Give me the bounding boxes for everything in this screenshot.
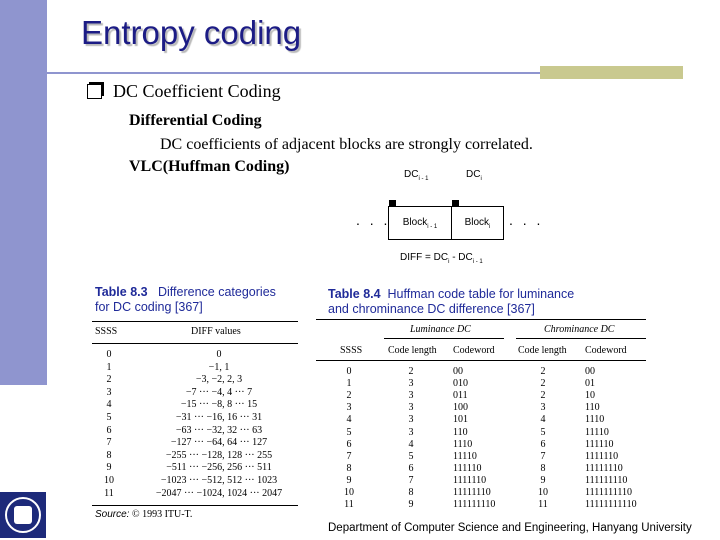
table1-cell-diff: −1, 1 (208, 361, 230, 373)
table2-cell-lum-length: 7 (408, 474, 414, 486)
table1-caption-text2: for DC coding [367] (95, 300, 203, 314)
table2-cell-ssss: 3 (346, 402, 352, 414)
title-rule-accent (540, 66, 683, 79)
table2-cell-lum-codeword: 1110 (453, 438, 473, 450)
table1-cell-diff: −255 ··· −128, 128 ··· 255 (165, 449, 273, 461)
table2-cell-chr-codeword: 01 (585, 378, 595, 390)
university-logo (0, 492, 46, 538)
table2-cell-lum-codeword: 11110 (453, 450, 477, 462)
table2-cell-chr-length: 9 (540, 474, 546, 486)
table2-cell-chr-length: 3 (540, 402, 546, 414)
title-rule (30, 72, 542, 74)
table1-cell-ssss: 2 (106, 374, 112, 386)
table2-cell-lum-codeword: 101 (453, 414, 468, 426)
table2-top-rule (316, 319, 646, 320)
table1-cell-ssss: 9 (106, 462, 112, 474)
table2-cell-ssss: 8 (346, 462, 352, 474)
table2-cell-chr-codeword: 00 (585, 366, 595, 377)
table2-group-rule-lum (384, 338, 504, 339)
slide-title: Entropy coding (81, 14, 302, 51)
bullet-differential-coding: Differential Coding (129, 112, 262, 129)
table2-header-lum-length: Code length (388, 345, 437, 356)
table2-cell-chr-length: 4 (540, 414, 546, 426)
table1-caption-label: Table 8.3 (95, 285, 148, 299)
table2-caption-text1: Huffman code table for luminance (387, 287, 575, 301)
table2-cell-ssss: 4 (346, 414, 352, 426)
table1-cell-ssss: 1 (106, 361, 112, 373)
table2-cell-lum-length: 6 (408, 462, 414, 474)
table1-cell-ssss: 8 (106, 449, 112, 461)
table2-group-rule-chr (516, 338, 646, 339)
table1-cell-diff: −1023 ··· −512, 512 ··· 1023 (160, 475, 278, 486)
table2-header-chr-length: Code length (518, 345, 567, 356)
table1-cell-diff: −2047 ··· −1024, 1024 ··· 2047 (155, 487, 283, 499)
table2-cell-lum-length: 3 (408, 414, 414, 426)
table2-cell-ssss: 10 (344, 487, 354, 498)
table2-header-lum-codeword: Codeword (453, 345, 495, 356)
table2-cell-lum-length: 3 (408, 426, 414, 438)
table2-cell-lum-codeword: 110 (453, 426, 468, 438)
table2-cell-lum-codeword: 1111110 (453, 474, 487, 486)
table2-cell-lum-codeword: 011 (453, 390, 468, 402)
table2-cell-lum-length: 3 (408, 402, 414, 414)
table2-cell-chr-codeword: 110 (585, 402, 600, 414)
table1-cell-ssss: 5 (106, 412, 112, 423)
table2-group-chrominance: Chrominance DC (544, 324, 615, 335)
dc-cur-marker (452, 200, 459, 207)
block-prev: Block$_{i - 1}$ (388, 206, 452, 240)
bullet-box-icon (87, 84, 102, 99)
footer-department: Department of Computer Science and Engineering, Hanyang University (328, 522, 692, 534)
dc-prev-label: $DC_{i - 1}$ (404, 169, 429, 182)
table2-caption-label: Table 8.4 (328, 287, 381, 301)
table1-cell-diff: −511 ··· −256, 256 ··· 511 (166, 462, 272, 474)
table1-top-rule (92, 321, 298, 322)
table2-cell-chr-codeword: 1111110 (585, 450, 619, 462)
table1-cell-diff: 0 (216, 349, 222, 360)
block-cur: Block$_i$ (451, 206, 504, 240)
table2-cell-chr-codeword: 111111110 (585, 474, 628, 486)
table2-cell-chr-length: 6 (540, 438, 546, 450)
table1-cell-ssss: 0 (106, 349, 112, 360)
table1-cell-diff: −127 ··· −64, 64 ··· 127 (170, 437, 268, 449)
table2-cell-chr-length: 5 (540, 426, 546, 438)
table1-cell-ssss: 7 (106, 437, 112, 449)
table1-caption-text1: Difference categories (158, 285, 276, 299)
table1-header-rule (92, 343, 298, 344)
table2-header-ssss: SSSS (340, 345, 363, 356)
table2-cell-chr-length: 2 (540, 366, 546, 377)
table2-group-luminance: Luminance DC (410, 324, 471, 335)
table2-cell-ssss: 2 (346, 390, 352, 402)
diff-formula: DIFF = $DC_i - DC_{i - 1}$ (400, 252, 483, 265)
table2-cell-lum-codeword: 11111110 (453, 487, 491, 498)
table2-cell-chr-length: 8 (540, 462, 546, 474)
table1-cell-ssss: 11 (104, 487, 114, 499)
table2-cell-chr-codeword: 11110 (585, 426, 609, 438)
table1-cell-ssss: 3 (106, 386, 112, 398)
table2-cell-ssss: 1 (346, 378, 352, 390)
table2-cell-chr-codeword: 11111111110 (585, 499, 637, 511)
table2-cell-chr-length: 2 (540, 378, 546, 390)
table2-cell-ssss: 7 (346, 450, 352, 462)
table1-caption (95, 285, 276, 315)
table2-cell-ssss: 6 (346, 438, 352, 450)
table2-cell-lum-length: 3 (408, 378, 414, 390)
table2-cell-lum-length: 9 (408, 499, 414, 511)
table2-cell-lum-length: 5 (408, 450, 414, 462)
table2-cell-ssss: 0 (346, 366, 352, 377)
table2-cell-ssss: 11 (344, 499, 354, 511)
dc-prev-marker (389, 200, 396, 207)
table2-cell-chr-codeword: 1110 (585, 414, 605, 426)
table2-header-chr-codeword: Codeword (585, 345, 627, 356)
table2-cell-lum-codeword: 111110 (453, 462, 482, 474)
table1-cell-diff: −7 ··· −4, 4 ··· 7 (185, 386, 253, 398)
table2-cell-chr-length: 7 (540, 450, 546, 462)
table2-cell-lum-length: 4 (408, 438, 414, 450)
table2-cell-lum-codeword: 100 (453, 402, 468, 414)
table1-source: Source: © 1993 ITU-T. (95, 509, 193, 520)
table1-cell-diff: −15 ··· −8, 8 ··· 15 (180, 399, 258, 411)
table2-header-rule (316, 360, 646, 361)
table2-cell-lum-codeword: 111111110 (453, 499, 496, 511)
table2-cell-chr-codeword: 1111111110 (585, 487, 633, 498)
table1-cell-ssss: 10 (104, 475, 114, 486)
table1-cell-diff: −31 ··· −16, 16 ··· 31 (175, 412, 263, 423)
table2-cell-chr-codeword: 11111110 (585, 462, 623, 474)
table1-cell-ssss: 6 (106, 424, 112, 436)
table2-cell-chr-codeword: 10 (585, 390, 595, 402)
bullet-main: DC Coefficient Coding (113, 81, 281, 101)
table1-bottom-rule (92, 505, 298, 506)
table2-caption (328, 287, 574, 317)
table1-cell-ssss: 4 (106, 399, 112, 411)
table2-cell-chr-length: 10 (538, 487, 548, 498)
table2-cell-lum-length: 2 (408, 366, 414, 377)
dc-cur-label: $DC_i$ (466, 169, 482, 182)
table2-cell-lum-length: 3 (408, 390, 414, 402)
table2-cell-lum-codeword: 010 (453, 378, 468, 390)
table2-caption-text2: and chrominance DC difference [367] (328, 302, 535, 316)
table2-cell-chr-length: 11 (538, 499, 548, 511)
table2-cell-lum-codeword: 00 (453, 366, 463, 377)
table2-cell-chr-codeword: 111110 (585, 438, 614, 450)
table2-cell-lum-length: 8 (408, 487, 414, 498)
table2-cell-chr-length: 2 (540, 390, 546, 402)
bullet-differential-detail: DC coefficients of adjacent blocks are strongly correlated. (160, 136, 533, 153)
table1-header-ssss: SSSS (95, 326, 118, 337)
bullet-vlc: VLC(Huffman Coding) (129, 158, 290, 175)
logo-emblem (14, 506, 32, 524)
table2-cell-ssss: 5 (346, 426, 352, 438)
left-accent-bar (0, 0, 47, 385)
table1-header-diff: DIFF values (191, 326, 241, 337)
table1-cell-diff: −3, −2, 2, 3 (195, 374, 243, 386)
table1-cell-diff: −63 ··· −32, 32 ··· 63 (175, 424, 263, 436)
table2-cell-ssss: 9 (346, 474, 352, 486)
ellipsis-right: . . . (509, 212, 544, 228)
ellipsis-left: . . . (356, 212, 391, 228)
